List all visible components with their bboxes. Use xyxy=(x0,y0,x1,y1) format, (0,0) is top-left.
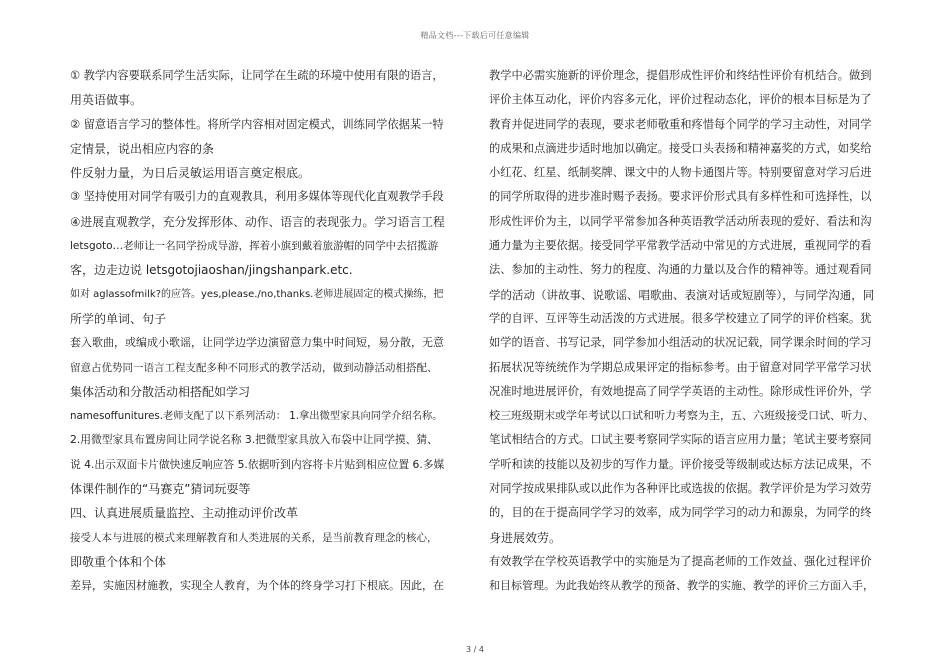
text-line: 的同学所取得的进步准时赐予表扬。要求评价形式具有多样性和可选择性，以 xyxy=(489,190,872,204)
text-line: 2.用微型家具布置房间让同学说名称 3.把微型家具放入布袋中让同学摸、猜、 xyxy=(70,433,438,447)
text-line: 客，边走边说 letsgotojiaoshan/jingshanpark.etc. xyxy=(70,263,353,278)
text-line: 教育并促进同学的表现，要求老师敬重和疼惜每个同学的学习主动性，对同学 xyxy=(489,117,872,131)
text-line: 评价主体互动化，评价内容多元化，评价过程动态化，评价的根本目标是为了 xyxy=(489,93,872,107)
text-line: 小红花、红星、纸制奖牌、课文中的人物卡通图片等。特别要留意对学习后进 xyxy=(489,166,872,180)
text-line: 体课件制作的“马赛克”猜词玩耍等 xyxy=(70,482,251,497)
text-line: letsgoto…老师让一名同学扮成导游，挥着小旗到戴着旅游帽的同学中去招揽游 xyxy=(70,240,439,253)
text-line: 用英语做事。 xyxy=(70,93,143,108)
text-line: 身进展效劳。 xyxy=(489,530,562,545)
text-line: 通力量为主要依据。接受同学平常教学活动中常见的方式进展，重视同学的看 xyxy=(489,239,872,253)
text-line: 学的自评、互评等生动活泼的方式进展。很多学校建立了同学的评价档案。犹 xyxy=(489,311,872,325)
text-line: 学听和读的技能以及初步的写作力量。评价接受等级制或达标方法记成果，不 xyxy=(489,457,872,471)
text-line: 有效教学在学校英语教学中的实施是为了提高老师的工作效益、强化过程评价 xyxy=(489,554,872,568)
text-line: 如学的语音、书写记录，同学参加小组活动的状况记载，同学课余时间的学习 xyxy=(489,336,872,350)
text-line: 况准时地进展评价，有效地提高了同学学英语的主动性。除形成性评价外，学 xyxy=(489,384,872,398)
text-line: 接受人本与进展的模式来理解教育和人类进展的关系，是当前教育理念的核心， xyxy=(70,531,438,544)
text-line: ① 教学内容要联系同学生活实际，让同学在生疏的环境中使用有限的语言， xyxy=(70,69,444,82)
text-line: 集体活动和分散活动相搭配如学习 xyxy=(70,384,251,399)
page-header: 精品文档---下载后可任意编辑 xyxy=(420,31,530,40)
text-line: ④进展直观教学，充分发挥形体、动作、语言的表现张力。学习语言工程 xyxy=(70,214,445,229)
text-line: 定情景，说出相应内容的条 xyxy=(70,141,215,156)
text-line: 如对 aglassofmilk?的应答。yes,please./no,thanks.老师进展固定的模式操练，把 xyxy=(70,288,444,300)
text-line: 和目标管理。为此我始终从教学的预备、教学的实施、教学的评价三方面入手， xyxy=(489,579,874,593)
text-line: 的成果和点滴进步适时地加以确定。接受口头表扬和精神嘉奖的方式，如奖给 xyxy=(489,141,872,155)
text-line: 套入歌曲，或编成小歌谣，让同学边学边演留意力集中时间短，易分散，无意 xyxy=(70,336,444,350)
text-line: 的，目的在于提高同学学习的效率，成为同学学习的动力和源泉，为同学的终 xyxy=(489,506,872,520)
text-line: 件反射力量，为日后灵敏运用语言奠定根底。 xyxy=(70,166,311,181)
text-line: 法、参加的主动性、努力的程度、沟通的力量以及合作的精神等。通过观看同 xyxy=(489,263,872,277)
text-line: 笔试相结合的方式。口试主要考察同学实际的语言应用力量；笔试主要考察同 xyxy=(489,433,872,447)
page-number: 3 / 4 xyxy=(466,645,484,654)
text-line: 所学的单词、句子 xyxy=(70,311,167,326)
text-line: 拓展状况等统统作为学期总成果评定的指标参考。由于留意对同学平常学习状 xyxy=(489,360,872,374)
text-line: 校三班级期末或学年考试以口试和听力考察为主，五、六班级接受口试、听力、 xyxy=(489,409,874,423)
text-line: 对同学按成果排队或以此作为各种评比或选拔的依据。教学评价是为学习效劳 xyxy=(489,482,872,496)
text-line: 教学中必需实施新的评价理念，提倡形成性评价和终结性评价有机结合。做到 xyxy=(489,69,872,82)
text-line: 留意占优势同一语言工程支配多种不同形式的教学活动，做到动静活动相搭配、 xyxy=(70,361,438,374)
text-line: ② 留意语言学习的整体性。将所学内容相对固定模式，训练同学依据某一特 xyxy=(70,117,444,131)
text-line: namesoffunitures.老师支配了以下系列活动： 1.拿出微型家具向同学介绍名称。 xyxy=(70,410,443,423)
text-line: 形成性评价为主，以同学平常参加各种英语教学活动所表现的爱好、看法和沟 xyxy=(489,214,872,228)
text-line: 即敬重个体和个体 xyxy=(70,554,167,569)
left-text-column xyxy=(70,64,445,599)
text-line: ③ 坚持使用对同学有吸引力的直观教具，利用多媒体等现代化直观教学手段 xyxy=(70,190,444,204)
text-line: 四、认真进展质量监控、主动推动评价改革 xyxy=(70,506,299,521)
text-line: 学的活动（讲故事、说歌谣、唱歌曲、表演对话或短剧等），与同学沟通，同 xyxy=(489,287,875,302)
right-text-column xyxy=(489,64,874,599)
text-line: 说 4.出示双面卡片做快速反响应答 5.依据听到内容将卡片贴到相应位置 6.多媒 xyxy=(70,457,445,471)
text-line: 差异，实施因材施教，实现全人教育，为个体的终身学习打下根底。因此，在 xyxy=(70,579,444,593)
